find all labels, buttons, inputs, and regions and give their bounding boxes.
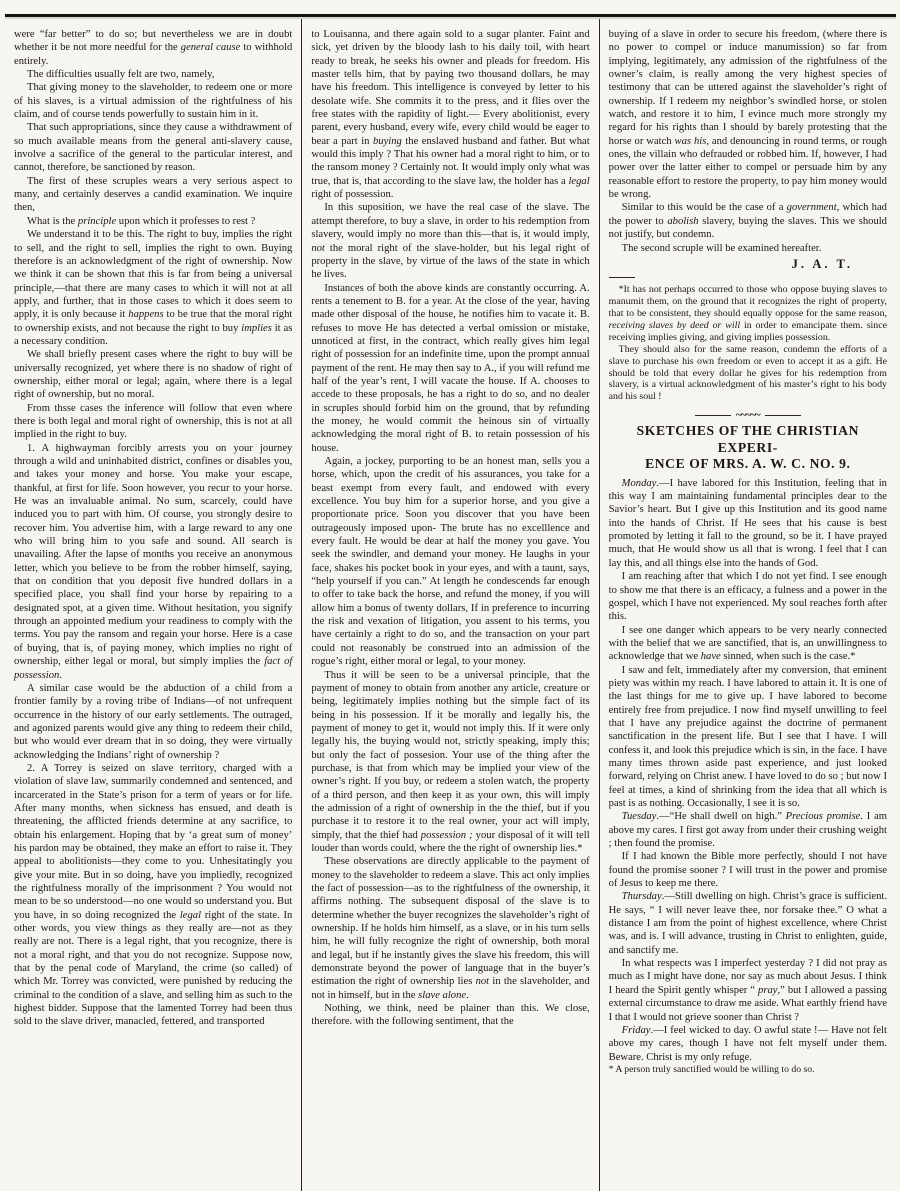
footnote-paragraph: They should also for the same reason, condemn the efforts of a slave to purchase his own freedom or even to accept it as a gift. He should be told that every dollar he gives for his redemption from slavery, is a virtual acknowledgment of his master’s right to his body and his soul ! xyxy=(608,343,887,403)
divider-wave-ornament: ~~~~~ xyxy=(736,409,760,422)
column-layout xyxy=(5,19,896,1191)
section-divider xyxy=(609,409,887,422)
column-1 xyxy=(5,19,301,1191)
divider-line xyxy=(765,415,801,417)
footnote-separator xyxy=(609,277,635,278)
paragraph: In what respects was I imperfect yesterday ? I did not pray as much as I might have done, nor say as much about Jesus. I think I heard the Spirit gently whisper “ pray,” but I allowed a passing external circumstance to draw me aside. What earthly friend have I that I would not grieve sooner than Christ ? xyxy=(608,958,887,1023)
bottom-footnote: * A person truly sanctified would be willing to do so. xyxy=(608,1063,815,1075)
paragraph: The first of these scruples wears a very serious aspect to many, and certainly deserves a candid examination. We inquire then, xyxy=(14,175,293,214)
paragraph: That giving money to the slaveholder, to redeem one or more of his slaves, is a virtual admission of the rightfulness of his claim, and of course tends powerfully to sustain him in it. xyxy=(14,82,293,121)
divider-line xyxy=(695,415,731,417)
article-heading xyxy=(609,423,887,473)
paragraph: What is the principle upon which it professes to rest ? xyxy=(27,215,256,227)
paragraph: In this suposition, we have the real case of the slave. The attempt therefore, to buy a slave, in order to his redemption from slavery, would imply no more than this—that is, it would imply, not the moral right of the slave-holder, but his legal right of property in the slave, by virtue of the laws of the state in which he lives. xyxy=(311,202,590,281)
column-3 xyxy=(599,19,896,1191)
paragraph: buying of a slave in order to secure his freedom, (where there is no power to compel or induce manumission) so far from implying, legitimately, any admission of the rightfulness of the owner’s claim, is really among the very highest species of testimony that can be uttered against the slaveholder’s right of ownership. If I redeem my neighbor’s swindled horse, or stolen watch, and restore it to him, I evince much more strongly my regard for his rights than I should by barely protesting that the horse or watch was his, and denouncing in round terms, or rough ones, the villain who defrauded or robbed him. If, however, I had power over the latter either to compel or persuade him by any reasonable effort to restore the property, to pay him money would be wrong. xyxy=(608,29,887,201)
paragraph: If I had known the Bible more perfectly, should I not have found the promise sooner ? I will trust in the power and promise of Jesus to keep me there. xyxy=(608,851,887,890)
paragraph: The second scruple will be examined hereafter. xyxy=(621,242,822,254)
paragraph: I saw and felt, immediately after my conversion, that eminent piety was within my reach. I have labored to attain it. It is one of the last things for me to give up. I have labored to become entirely free from prejudice. I now find myself unwilling to feel that I have any prejudice against the doctrine of permanent sanctification in the present life. But I see that I have. I will confess it, and look this prejudice which is sin, in the face. I have many times thrown aside past experience, and just looked forward, relying on Christ anew. I have loved to do so ; but now I feel at times, a kind of shrinking from the idea that all which is past is as nothing. Occasionally, I see it is so. xyxy=(608,664,887,809)
footnote-block xyxy=(609,284,887,403)
paragraph: 2. A Torrey is seized on slave territory, charged with a violation of slave law, summarily condemned and sentenced, and incarcerated in the State’s prison for a term of years or for life. After many months, when sickness has ensued, and death is threatening, the afflicted friends determine at any sacrifice, to obtain his enlargement. Hoping that by ‘a great sum of money’ his pardon may be obtained, they make an effort to raise it. They appeal to abolitionists—they come to you. Unhesitatingly you give your mite. But in so doing, have you impliedly, recognized the rightfulness morally of the imprisonment ? You would not mean to be so understood—no one would so understand you. But you have, in so doing recognized the legal right of the state. In other words, you view things as they really are—not as they really are not. There is a legal right, that you recognize, there is not a moral right, and that you do not recognize. Suppose now, that by the penal code of Maryland, the crime (so called) of which Mr. Torrey was convicted, were punished by reducing the criminal to the condition of a slave, and selling him as such to the highest bidder. Suppose that the lamented Torrey had been thus sold to the slave driver, manacled, fettered, and transported xyxy=(14,762,293,1028)
masthead-rule xyxy=(5,14,896,17)
paragraph: We understand it to be this. The right to buy, implies the right to sell, and the right to sell, implies the right to own. Buying therefore is an acknowledgment of the right of ownership. Now we think it can be shown that this is far from being a universal principle,—that there are many cases to which it will not at all apply, and further, that in those cases to which it does seem to apply, it is only because it happens to be true that the moral right to ownership exists, and not because the right to buy implies it as a necessary condition. xyxy=(14,229,293,347)
paragraph: Friday.—I feel wicked to day. O awful state !— Have not felt above my cares, though I have not felt myself under them. Beware. Christ is my only refuge. xyxy=(608,1024,887,1063)
paragraph: were “far better” to do so; but nevertheless we are in doubt whether it be not more needful for the general cause to withhold entirely. xyxy=(14,29,293,67)
column-2 xyxy=(301,19,598,1191)
paragraph: These observations are directly applicable to the payment of money to the slaveholder to redeem a slave. This act only implies the fact of possession—as to the rightfulness of the ownership, it affirms nothing. The subsequent disposal of the slave is to determine whether the buyer recognizes the slaveholder’s right of ownership. If he holds him himself, as a slave, or in his turn sells him, he will fully recognize the right of ownership, both moral and legal, but if he instantly gives the slave his freedom, this will demonstrate beyond the power of language that in the buyer’s estimation the right of ownership lies not in the slaveholder, and not in himself, but in the slave alone. xyxy=(311,856,590,1001)
footnote-paragraph: *It has not perhaps occurred to those who oppose buying slaves to manumit them, on the ground that it recognizes the right of property, that to be consistent, they should equally oppose for the same reason, receiving slaves by deed or will in order to emancipate them. since receiving implies giving, and giving implies possession. xyxy=(608,284,887,343)
paragraph: to Louisanna, and there again sold to a sugar planter. Faint and sick, yet driven by the bloody lash to his daily toil, with heart ready to break, he seeks his owner and pleads for freedom. His master tells him, that by paying two thousand dollars, he may have his freedom. This intelligence is conveyed by letter to his desolate wife. She commits it to the press, and it flies over the free states with the rapidity of light.— Every abolitionist, every parent, every husband, every wife, every child would be eager to bear a part in buying the enslaved husband and father. But what would this imply ? That his owner had a moral right to him, or to the ransom money ? Certainly not. It would imply only what was true, that is, that according to the slave law, the holder has a legal right of possession. xyxy=(311,29,590,201)
article-heading-line2: ENCE OF MRS. A. W. C. NO. 9. xyxy=(645,456,851,472)
paragraph: We shall briefly present cases where the right to buy will be universally recognized, yet where there is no shadow of right of ownership, either moral or legal; again, where there is a legal right of ownership, but no moral. xyxy=(14,349,293,401)
paragraph: Thursday.—Still dwelling on high. Christ’s grace is sufficient. He says, “ I will never leave thee, nor forsake thee.” O what a distance I am from the point of highest excellence, where Christ was, and is. I will advance, trusting in Christ to enlighten, guide, and sanctify me. xyxy=(608,891,887,956)
paragraph: I see one danger which appears to be very nearly connected with the belief that we are sanctified, that is, an unwillingness to acknowledge that we have sinned, when such is the case.* xyxy=(608,624,887,663)
paragraph: Similar to this would be the case of a government, which had the power to abolish slavery, buying the slaves. This we should not justify, but condemn. xyxy=(608,202,887,241)
paragraph: 1. A highwayman forcibly arrests you on your journey through a wild and uninhabited district, confines or disables you, and takes your money and horse. You make your escape, thankful, at first for life. Soon however, you recur to your horse. He was an invaluable animal. No sum, scarcely, could have induced you to part with him. Of course, you strongly desire to recover him. You advertise him, with a large reward to any one who will bring him to you safe and sound. All search is unavailing. After the lapse of months you receive an anonymous letter, which you believe to be from the robber himself, saying, that on condition that you deposit five hundred dollars in a specified place, you shall find your horse by repairing to a designated spot, at a given time. Without hesitation, you signify through an appointed medium your readiness to comply with the terms. You pay the ransom and regain your horse. Here is a case of buying, that is, of paying money, which implies no right of ownership, either legal or moral, but simply implies the fact of possession. xyxy=(14,442,293,681)
paragraph: Instances of both the above kinds are constantly occurring. A. rents a tenement to B. for a year. At the close of the year, having made other disposal of the house, he notifies him to vacate it. B. refuses to move He has detected a verbal omission or mistake, unnoticed at first, in the contract, which really gives him legal right of possession for an indefinite time, upon the prompt annual payment of the rent. He may then say to A., if you will refund me half of the year’s rent, I will vacate the house. If A. chooses to accede to these proposals, he has a right to do so, and no dealer in scruples should forbid him on the ground, that by refunding the money, he would commit the heinous sin of virtually acknowledging the moral right of B. to retain possession of his house. xyxy=(311,282,590,454)
paragraph: Again, a jockey, purporting to be an honest man, sells you a horse, which, upon the credit of his assurances, you take for a beast exempt from every fault, and endowed with every excellence. You buy him for a superior horse, and you give a proportionate price. Soon you discover that you have been outrageously imposed upon- The brute has no excelllence and every fault. He would be dear at half the money you gave. You seek the swindler, and demand your money. He laughs in your face, shakes his pocket book in your eyes, and with a taunt, says, “help yourself if you can.” At length he condescends far enough to offer to take back the horse, and refund the money, if you will allow him a bonus of twenty dollars, If in preference to incurring the risk and vexation of litigation, you assent to his terms, you have certainly a right to do so, and the transaction on your part could not reasonably be construed into an admission of the rogue’s right, either moral or legal, to your money. xyxy=(311,456,590,668)
article-heading-line1: SKETCHES OF THE CHRISTIAN EXPERI- xyxy=(636,423,859,455)
signature: J. A. T. xyxy=(791,256,853,271)
paragraph: Tuesday.—“He shall dwell on high.” Precious promise. I am above my cares. I first got away from under their crushing weight ; then found the promise. xyxy=(608,811,887,850)
paragraph: Thus it will be seen to be a universal principle, that the payment of money to obtain from another any article, creature or being, legitimately implies nothing but the simple fact of its being in his possession. If it be morally and legally his, the payment of money to get it, would not imply this. If it were only legally his, the buying would not, strictly speaking, imply this; but only the fact of possesion. Your use of the thing after the purchase, is that from which may be implied your view of the owner’s right. If you buy, or redeem a stolen watch, the property of a third person, and then keep it as your own, this will imply the admission of a right of ownership in the the thief, but if you purchase it to restore it to the real owner, your act will imply, simply, that the thief had possession ; your disposal of it will tell louder than words could, where the the right of ownership lies.* xyxy=(311,669,590,854)
paragraph: Monday.—I have labored for this Institution, feeling that in this way I am maintaining fundamental principles dear to the Savior’s heart. But I give up this Institution and its good name into the hands of Christ. If He sees that his cause is best promoted by letting it fall to the ground, so be it. I have prayed much, that He would show us all that is wrong. I feel that I can lay this, and all things else into the hands of God. xyxy=(608,477,887,569)
paragraph: I am reaching after that which I do not yet find. I see enough to show me that there is an efficacy, a fulness and a power in the gospel, which I have not experienced. My soul reaches forth after this. xyxy=(608,571,887,623)
paragraph: A similar case would be the abduction of a child from a frontier family by a roving tribe of Indians—of not unfrequent occurrence in the history of our early settlements. The outraged, and agonized parents would give any thing to redeem their child, but who would ever dream that in so doing, they were virtually acknowledging the Indians’ right of ownership ? xyxy=(14,682,293,761)
paragraph: Nothing, we think, need be plainer than this. We close, therefore. with the following sentiment, that the xyxy=(311,1003,590,1028)
paragraph: From thsse cases the inference will follow that even where there is both legal and moral right of ownership, this is not at all implied in the right to buy. xyxy=(14,402,293,441)
paragraph: The difficulties usually felt are two, namely, xyxy=(27,69,215,81)
paragraph: That such appropriations, since they cause a withdrawment of so much available means from the general anti-slavery cause, involve a sacrifice of the general to the particular interest, and cannot, therefore, be sanctioned by reason. xyxy=(14,122,293,174)
